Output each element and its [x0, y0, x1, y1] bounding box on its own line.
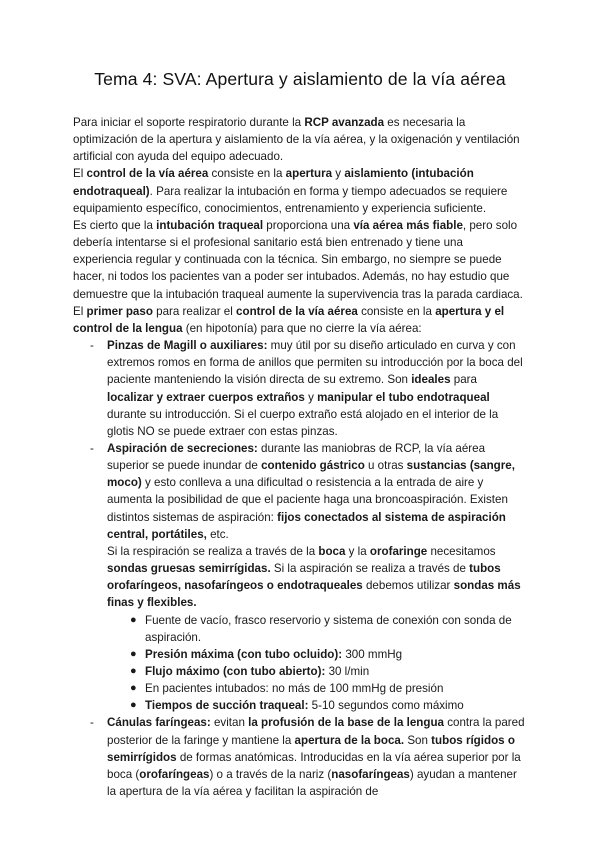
bullet-item: ● Flujo máximo (con tubo abierto): 30 l/min — [73, 663, 525, 680]
dash-marker: - — [90, 441, 94, 455]
aspiracion-text: Aspiración de secreciones: durante las maniobras de RCP, la vía aérea superior se puede inundar de contenido gástrico u otras sustancias (sangre, moco) y esto conlleva a una dificultad o resistencia a la entrada de aire y aumenta la posibilidad de que el paciente haga una broncoaspiración. Existen distintos sistemas de aspiración: fijos conectados al sistema de aspiración central, portátiles, etc. — [107, 441, 515, 541]
list-item-aspiracion — [73, 440, 525, 543]
aspiracion-continuation: Si la respiración se realiza a través de la boca y la orofaringe necesitamos sondas gruesas semirrígidas. Si la aspiración se realiza a través de tubos orofaríngeos, nasofaríngeos o endotraqueales debemos utilizar sondas más finas y flexibles. — [107, 544, 521, 610]
dash-marker: - — [90, 339, 94, 353]
bullet-dot-icon: ● — [130, 665, 137, 677]
page-title: Tema 4: SVA: Apertura y aislamiento de la vía aérea — [94, 69, 506, 89]
dash-marker: - — [90, 716, 94, 730]
pinzas-text: Pinzas de Magill o auxiliares: muy útil por su diseño articulado en curva y con extremos romos en forma de anillos que permiten su introducción por la boca del paciente manteniendo la visión directa de su extremo. Son ideales para localizar y extraer cuerpos extraños y manipular el tubo endotraqueal durante su introducción. Si el cuerpo extraño está alojado en el interior de la glotis NO se puede extraer con estas pinzas. — [107, 339, 523, 438]
bullet-item: ● Fuente de vacío, frasco reservorio y sistema de conexión con sonda de aspiración. — [130, 613, 512, 644]
bullet-dot-icon: ● — [130, 682, 137, 695]
bullet-item: ● En pacientes intubados: no más de 100 mmHg de presión — [73, 680, 525, 697]
list-item-pinzas — [73, 337, 525, 440]
intubation-paragraph: Es cierto que la intubación traqueal proporciona una vía aérea más fiable, pero solo debería intentarse si el profesional sanitario está bien entrenado y tiene una experiencia regular y continuada con la técnica. Sin embargo, no siempre se puede hacer, ni todos los pacientes van a poder ser intubados. Además, no hay estudio que demuestre que la intubación traqueal aumente la supervivencia tras la parada cardiaca. — [73, 218, 523, 301]
document-body — [73, 114, 525, 800]
intro-paragraph: Para iniciar el soporte respiratorio durante la RCP avanzada es necesaria la optimización de la apertura y aislamiento de la vía aérea, y la oxigenación y ventilación artificial con ayuda del equipo adecuado. — [73, 116, 520, 164]
bullet-item: ● Tiempos de succión traqueal: 5-10 segundos como máximo — [73, 697, 525, 714]
suction-bullet-list — [73, 612, 525, 715]
airway-control-paragraph: El control de la vía aérea consiste en la apertura y aislamiento (intubación endotraqueal). Para realizar la intubación en forma y tiempo adecuados se requiere equipamiento específico, conocimientos, entrenamiento y experiencia suficiente. — [73, 167, 508, 215]
bullet-dot-icon: ● — [130, 613, 137, 626]
bullet-item: ● Presión máxima (con tubo ocluido): 300 mmHg — [73, 646, 525, 663]
canulas-text: Cánulas faríngeas: evitan la profusión de la base de la lengua contra la pared posterior de la faringe y mantiene la apertura de la boca. Son tubos rígidos o semirrígidos de formas anatómicas. Introducidas en la vía aérea superior por la boca (orofaríngeas) o a través de la nariz (nasofaríngeas) ayudan a mantener la apertura de la vía aérea y facilitan la aspiración de — [107, 716, 525, 799]
bullet-dot-icon: ● — [130, 647, 137, 660]
list-item-canulas — [73, 714, 525, 800]
first-step-paragraph: El primer paso para realizar el control de la vía aérea consiste en la apertura y el control de la lengua (en hipotonía) para que no cierre la vía aérea: — [73, 304, 505, 335]
bullet-dot-icon: ● — [130, 699, 137, 712]
